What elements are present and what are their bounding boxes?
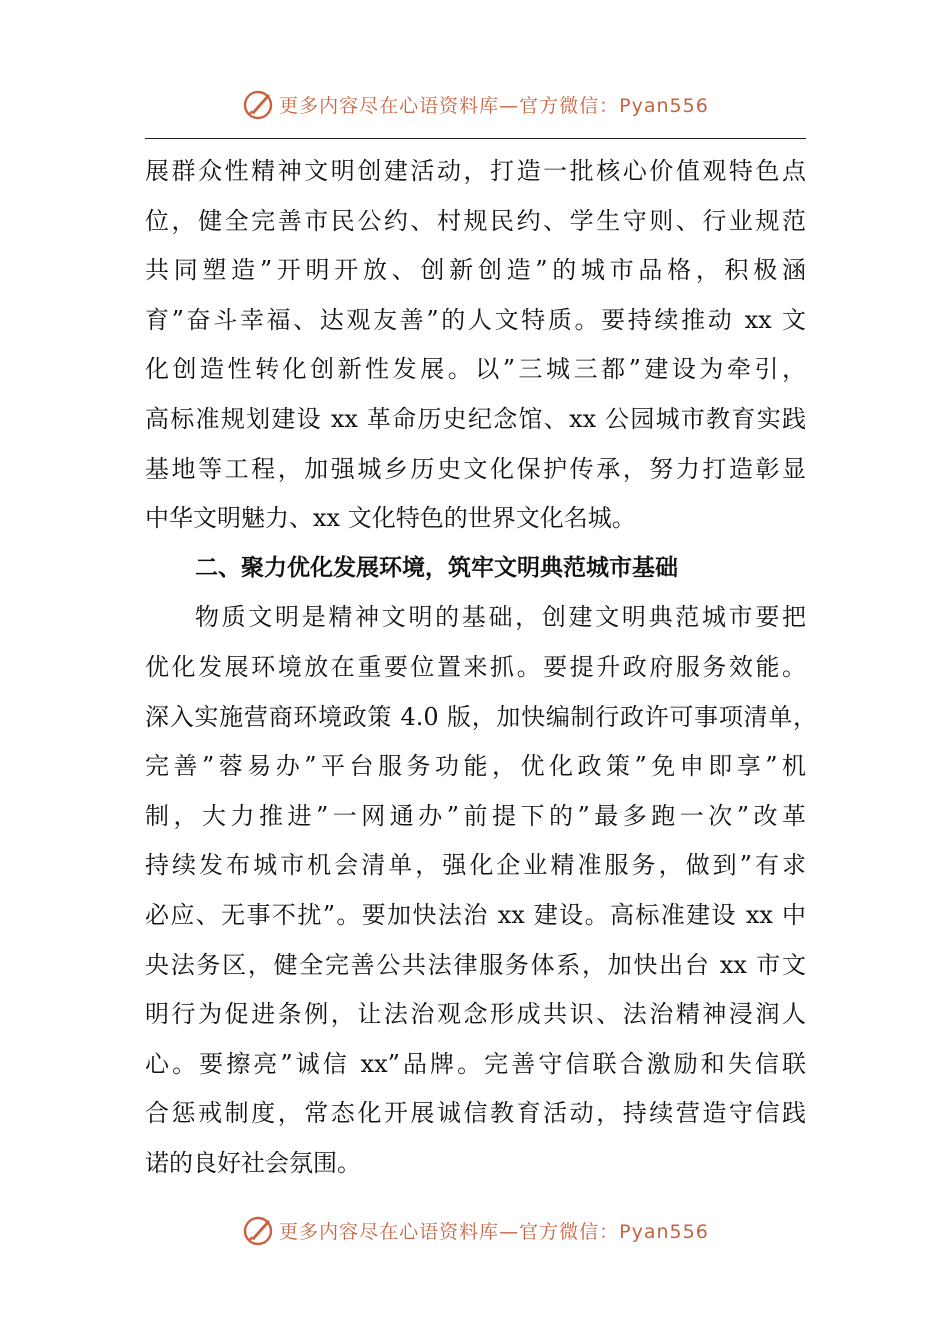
text-line: 深入实施营商环境政策 4.0 版，加快编制行政许可事项清单， [145,702,817,731]
text-line: 明行为促进条例，让法治观念形成共识、法治精神浸润人 [145,1000,806,1029]
text-line: 央法务区，健全完善公共法律服务体系，加快出台 xx 市文 [145,950,806,979]
text-line: 优化发展环境放在重要位置来抓。要提升政府服务效能。 [145,652,806,681]
watermark-text: 更多内容尽在心语资料库—官方微信：Pyan556 [279,1220,709,1243]
text-line: 诺的良好社会氛围。 [145,1148,361,1177]
text-line: 共同塑造”开明开放、创新创造”的城市品格，积极涵 [145,256,806,285]
text-line: 中华文明魅力、xx 文化特色的世界文化名城。 [145,504,636,533]
text-line: 完善”蓉易办”平台服务功能，优化政策”免申即享”机 [145,752,806,781]
section-heading: 二、聚力优化发展环境，筑牢文明典范城市基础 [195,554,678,581]
text-line: 高标准规划建设 xx 革命历史纪念馆、xx 公园城市教育实践 [145,404,806,433]
quill-logo-icon [241,1212,277,1248]
header-rule [145,138,806,139]
text-line: 持续发布城市机会清单，强化企业精准服务，做到”有求 [145,851,806,880]
text-line: 位，健全完善市民公约、村规民约、学生守则、行业规范 [145,206,806,235]
text-line: 化创造性转化创新性发展。以”三城三都”建设为牵引， [145,355,806,384]
text-line: 育”奋斗幸福、达观友善”的人文特质。要持续推动 xx 文 [145,305,806,334]
text-line: 心。要擦亮”诚信 xx”品牌。完善守信联合激励和失信联 [145,1049,806,1078]
watermark-text: 更多内容尽在心语资料库—官方微信：Pyan556 [279,94,709,117]
quill-logo-icon [241,86,277,122]
text-line: 展群众性精神文明创建活动，打造一批核心价值观特色点 [145,157,806,185]
header-watermark [0,84,950,124]
text-line: 必应、无事不扰”。要加快法治 xx 建设。高标准建设 xx 中 [145,900,806,929]
footer-watermark [0,1210,950,1250]
text-line: 基地等工程，加强城乡历史文化保护传承，努力打造彰显 [145,454,806,483]
document-body [145,147,817,1188]
text-line: 制，大力推进”一网通办”前提下的”最多跑一次”改革 [145,801,806,830]
text-line: 合惩戒制度，常态化开展诚信教育活动，持续营造守信践 [145,1099,806,1128]
text-line: 物质文明是精神文明的基础，创建文明典范城市要把 [195,603,806,632]
